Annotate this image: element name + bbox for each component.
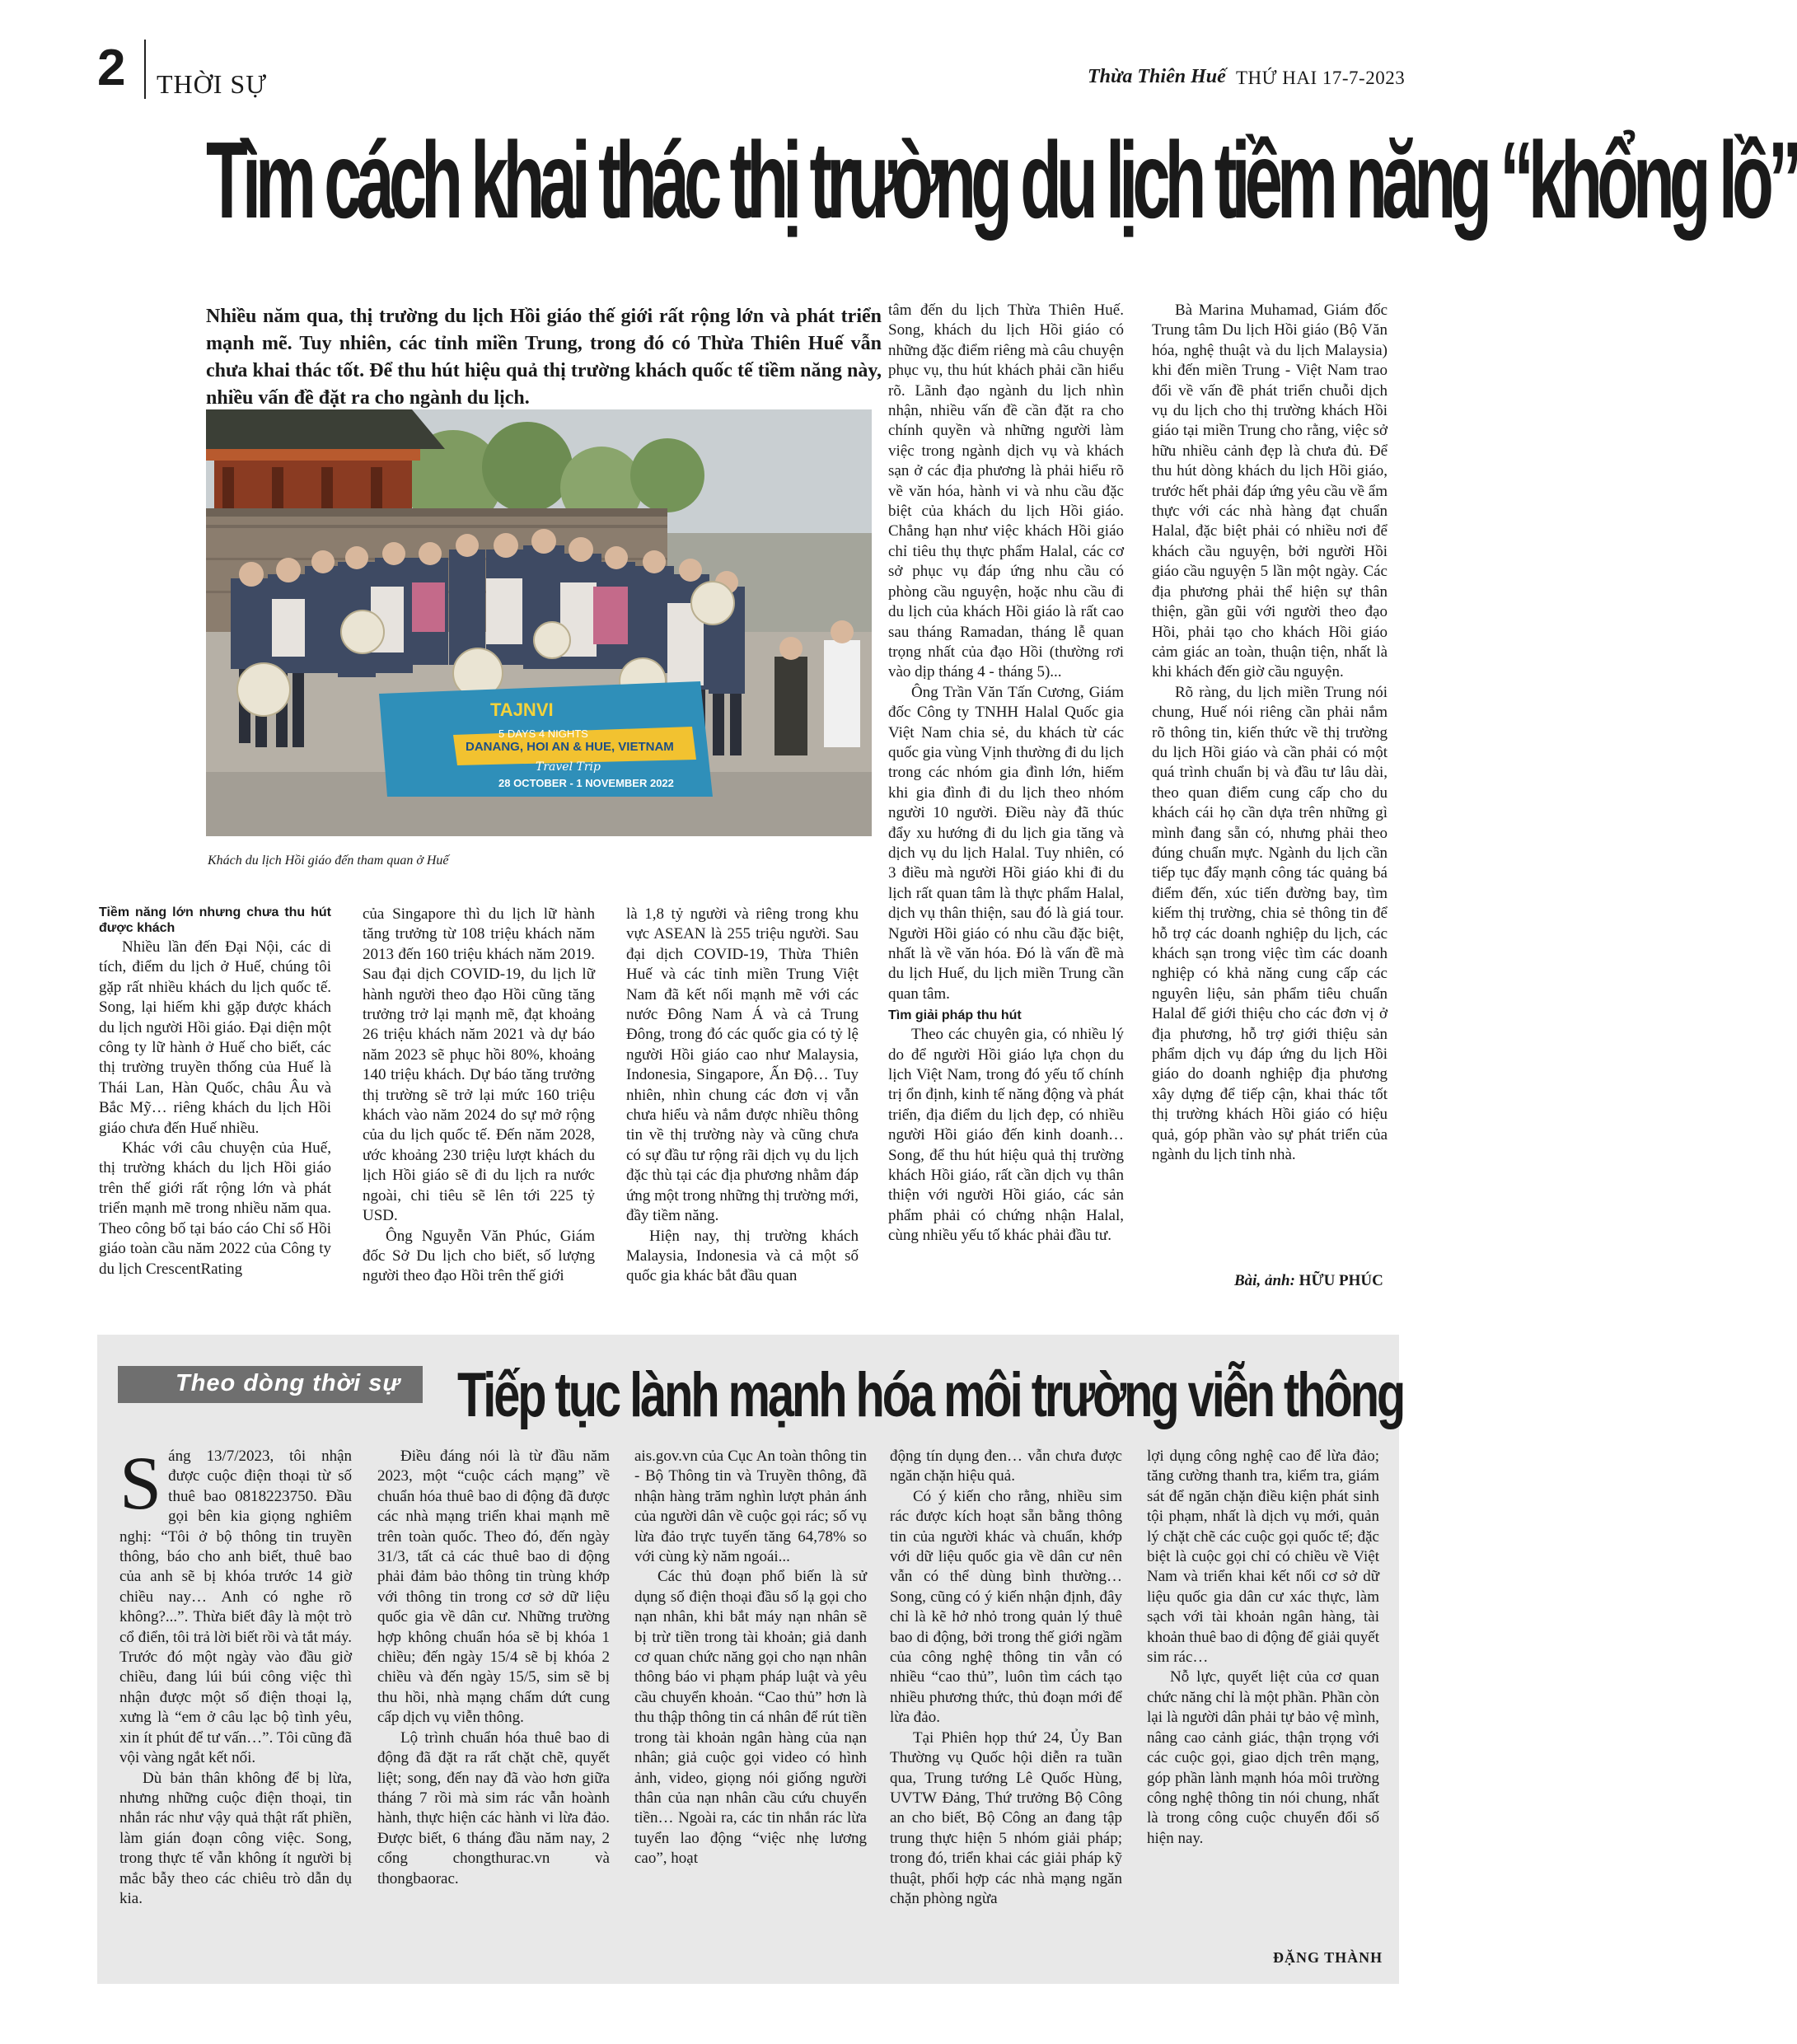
paragraph: lợi dụng công nghệ cao để lừa đảo; tăng cường thanh tra, kiểm tra, giám sát để ngăn chặn điều kiện phát sinh tội phạm, nhất là dịch vụ mới, quản lý chặt chẽ các cuộc gọi quốc tế; đặc biệt là cuộc gọi chỉ có chiều về Việt Nam và triển khai kết nối cơ sở dữ liệu quốc gia dân cư xác thực, làm sạch với tài khoản ngân hàng, tài khoản thuê bao di động để giải quyết sim rác… <box>1147 1448 1379 1667</box>
article-lead: Nhiều năm qua, thị trường du lịch Hồi giáo thế giới rất rộng lớn và phát triển mạnh mẽ. Tuy nhiên, các tỉnh miền Trung, trong đó có Thừa Thiên Huế vẫn chưa khai thác tốt. Để thu hút hiệu quả thị trường khách quốc tế tiềm năng này, nhiều vấn đề đặt ra cho ngành du lịch. <box>206 306 882 409</box>
paragraph: là 1,8 tỷ người và riêng trong khu vực ASEAN là 255 triệu người. Sau đại dịch COVID-19, Thừa Thiên Huế và các tỉnh miền Trung Việt Nam đã kết nối mạnh mẽ với các nước Đông Nam Á và cả Trung Đông, trong đó các quốc gia có tỷ lệ người Hồi giáo cao như Malaysia, Indonesia, Singapore, Ấn Độ… Tuy nhiên, nhìn chung các đơn vị vẫn chưa hiểu và nắm được nhiều thông tin về thị trường này và cũng chưa có sự đầu tư rộng rãi dịch vụ du lịch đặc thù tại các địa phương nhằm đáp ứng một trong những thị trường mới, đầy tiềm năng. <box>626 905 859 1225</box>
photo-caption: Khách du lịch Hồi giáo đến tham quan ở Huế <box>208 854 449 868</box>
article2-byline: ĐẶNG THÀNH <box>1273 1949 1383 1966</box>
byline-name: HỮU PHÚC <box>1299 1272 1383 1289</box>
paragraph: của Singapore thì du lịch lữ hành tăng trưởng từ 108 triệu khách năm 2013 đến 160 triệu khách năm 2019. Sau đại dịch COVID-19, du lịch lữ hành người theo đạo Hồi cũng tăng trưởng trở lại mạnh mẽ, đạt khoảng 26 triệu khách năm 2021 và dự báo năm 2023 sẽ phục hồi 80%, khoảng 140 triệu khách. Dự báo tăng trưởng thị trường sẽ trở lại mức 160 triệu khách vào năm 2024 do sự mở rộng của du lịch quốc tế. Đến năm 2028, ước khoảng 230 triệu lượt khách du lịch Hồi giáo sẽ đi du lịch ra nước ngoài, chi tiêu sẽ lên tới 225 tỷ USD. <box>363 905 595 1225</box>
article2-column-2 <box>377 1447 610 1889</box>
article-headline: Tìm cách khai thác thị trường du lịch tiềm năng “khổng lồ” <box>206 119 1797 241</box>
tourist-group-photo <box>206 409 872 836</box>
paragraph: Nỗ lực, quyết liệt của cơ quan chức năng chỉ là một phần. Phần còn lại là người dân phải tự bảo vệ mình, nâng cao cảnh giác, thận trọng với các cuộc gọi, giao dịch trên mạng, góp phần lành mạnh hóa môi trường công nghệ thông tin nói chung, nhất là trong công cuộc chuyển đổi số hiện nay. <box>1147 1668 1379 1847</box>
paragraph-text: áng 13/7/2023, tôi nhận được cuộc điện thoại từ số thuê bao 0818223750. Đầu gọi bên kia giọng nghiêm nghị: “Tôi ở bộ thông tin truyền thông, báo cho anh biết, thuê bao của anh sẽ bị khóa trước 14 giờ chiều nay… Anh có nghe rõ không?...”. Thừa biết đây là một trò cổ điển, tôi trả lời biết rồi và tắt máy. Trước đó một ngày vào đầu giờ chiều, đang lúi búi công việc thì nhận được một số điện thoại lạ, xưng là “em ở câu lạc bộ tình yêu, xin ít phút để tư vấn…”. Tôi cũng đã vội vàng ngắt kết nối. <box>119 1448 352 1767</box>
paragraph: tâm đến du lịch Thừa Thiên Huế. Song, khách du lịch Hồi giáo có những đặc điểm riêng mà câu chuyện phục vụ, thu hút khách phải cần hiểu rõ. Lãnh đạo ngành du lịch nhìn nhận, nhiều vấn đề cần đặt ra cho chính quyền và những người làm việc trong ngành dịch vụ và khách sạn ở các địa phương là phải hiểu rõ về văn hóa, hành vi và nhu cầu đặc biệt của khách du lịch Hồi giáo. Chẳng hạn như việc khách Hồi giáo chỉ tiêu thụ thực phẩm Halal, các cơ sở phục vụ đáp ứng nhu cầu có phòng cầu nguyện, hoặc nhu cầu đi du lịch của khách Hồi giáo là rất cao sau tháng Ramadan, tháng lễ quan trọng nhất của đạo Hồi (thường rơi vào dịp tháng 4 - tháng 5)... <box>888 302 1124 681</box>
paragraph: Ông Trần Văn Tấn Cương, Giám đốc Công ty TNHH Halal Quốc gia Việt Nam chia sẻ, du khách từ các quốc gia vùng Vịnh thường đi du lịch trong các nhóm gia đình lớn, hiếm khi gia đình đi du lịch theo nhóm người 10 người. Điều này đã thúc đẩy xu hướng đi du lịch gia tăng và dịch vụ du lịch Halal. Tuy nhiên, có 3 điều mà người Hồi giáo khi đi du lịch rất quan tâm là thực phẩm Halal, dịch vụ thân thiện, sau đó là giá tour. Người Hồi giáo có nhu cầu đặc biệt, nhất là về văn hóa. Đó là vấn đề mà du lịch Huế, du lịch miền Trung cần quan tâm. <box>888 683 1124 1003</box>
paragraph: Ông Nguyễn Văn Phúc, Giám đốc Sở Du lịch cho biết, số lượng người theo đạo Hồi trên thế giới <box>363 1227 595 1285</box>
banner-dates-text: 28 OCTOBER - 1 NOVEMBER 2022 <box>498 777 674 789</box>
article1-subhead-1: Tiềm năng lớn nhưng chưa thu hút được khách <box>99 905 331 935</box>
paragraph: Hiện nay, thị trường khách Malaysia, Indonesia và cả một số quốc gia khác bắt đầu quan <box>626 1227 859 1285</box>
article1-column-2 <box>363 905 595 1287</box>
paragraph: Theo các chuyên gia, có nhiều lý do để người Hồi giáo lựa chọn du lịch Việt Nam, trong đó yếu tố chính trị ổn định, kinh tế năng động và phát triển, địa điểm du lịch đẹp, có nhiều người Hồi giáo đến kinh doanh… Song, để thu hút hiệu quả thị trường khách Hồi giáo, rất cần dịch vụ thân thiện với người Hồi giáo, các sản phẩm phải có chứng nhận Halal, cùng nhiều yếu tố khác phải đầu tư. <box>888 1026 1124 1245</box>
paragraph: Dù bản thân không để bị lừa, nhưng những cuộc điện thoại, tin nhắn rác như vậy quả thật rất phiền, làm gián đoạn công việc. Song, trong thực tế vẫn không ít người bị mắc bẫy theo các chiêu trò dẫn dụ kia. <box>119 1769 352 1907</box>
article2-column-4 <box>890 1447 1122 1909</box>
paragraph: Khác với câu chuyện của Huế, thị trường khách du lịch Hồi giáo trên thế giới rất rộng lớn và phát triển mạnh mẽ trong nhiều năm qua. Theo công bố tại báo cáo Chỉ số Hồi giáo toàn cầu năm 2022 của Công ty du lịch CrescentRating <box>99 1139 331 1278</box>
article2-column-3 <box>634 1447 867 1869</box>
paragraph: Các thủ đoạn phổ biến là sử dụng số điện thoại đầu số lạ gọi cho nạn nhân, khi bắt máy nạn nhân sẽ bị trừ tiền trong tài khoản; giả danh cơ quan chức năng gọi cho nạn nhân thông báo vi phạm pháp luật và yêu cầu chuyển khoản. “Cao thủ” hơn là thu thập thông tin cá nhân để rút tiền trong tài khoản ngân hàng của nạn nhân; giả cuộc gọi video có hình ảnh, video, giọng nói giống người thân của nạn nhân cầu cứu chuyển tiền… Ngoài ra, các tin nhắn rác lừa tuyển lao động “việc nhẹ lương cao”, hoạt <box>634 1568 867 1868</box>
newspaper-name: Thừa Thiên Huế <box>1088 66 1226 87</box>
article2-headline: Tiếp tục lành mạnh hóa môi trường viễn thông <box>457 1360 1404 1430</box>
paragraph: động tín dụng đen… vẫn chưa được ngăn chặn hiệu quả. <box>890 1448 1122 1485</box>
paragraph: Nhiều lần đến Đại Nội, các di tích, điểm du lịch ở Huế, chúng tôi gặp rất nhiều khách du lịch quốc tế. Song, lại hiếm khi gặp được khách du lịch người Hồi giáo. Đại diện một công ty lữ hành ở Huế cho biết, các thị trường truyền thống của Huế là Thái Lan, Hàn Quốc, châu Âu và Bắc Mỹ… riêng khách du lịch Hồi giáo chưa đến Huế nhiều. <box>99 938 331 1137</box>
article1-column-3 <box>626 905 859 1287</box>
article1-byline <box>1234 1272 1383 1290</box>
paragraph: Bà Marina Muhamad, Giám đốc Trung tâm Du lịch Hồi giáo (Bộ Văn hóa, nghệ thuật và du lịch Malaysia) khi đến miền Trung - Việt Nam trao đổi về vấn đề phát triển chuỗi dịch vụ du lịch cho thị trường khách Hồi giáo tại miền Trung cho rằng, việc sở hữu nhiều cảnh đẹp là chưa đủ. Để thu hút dòng khách du lịch Hồi giáo, trước hết phải đáp ứng yêu cầu về ẩm thực với các nhà hàng đạt chuẩn Halal, đặc biệt phải có nhiều nơi để khách cầu nguyện, bởi người Hồi giáo cầu nguyện 5 lần một ngày. Các địa phương phải thể hiện sự thân thiện, gần gũi với người theo đạo Hồi, phải tạo cho khách Hồi giáo cảm giác an toàn, thuận tiện, nhất là khi khách đến giờ cầu nguyện. <box>1152 302 1388 681</box>
paragraph: Lộ trình chuẩn hóa thuê bao di động đã đặt ra rất chặt chẽ, quyết liệt; song, đến nay đã vào hơn giữa tháng 7 rồi mà sim rác vẫn hoành hành, thực hiện các hành vi lừa đảo. Được biết, 6 tháng đầu năm nay, 2 cổng chongthurac.vn và thongbaorac. <box>377 1728 610 1887</box>
section-label: THỜI SỰ <box>157 69 268 99</box>
byline-prefix: Bài, ảnh: <box>1234 1272 1295 1289</box>
paragraph: Có ý kiến cho rằng, nhiều sim rác được kích hoạt sẵn bằng thông tin của người khác và chuẩn, khớp với dữ liệu quốc gia về dân cư nên vẫn có thể dùng bình thường… Song, cũng có ý kiến nhận định, đây chỉ là kẽ hở nhỏ trong quản lý thuê bao di động, bởi trong thế giới ngầm của công nghệ thông tin vẫn có nhiều “cao thủ”, luôn tìm cách tạo nhiều phương thức, thủ đoạn mới để lừa đảo. <box>890 1487 1122 1727</box>
issue-date: THỨ HAI 17-7-2023 <box>1236 68 1406 88</box>
article1-column-4 <box>888 301 1124 1247</box>
banner-route-text: DANANG, HOI AN & HUE, VIETNAM <box>466 740 674 754</box>
article1-subhead-2: Tìm giải pháp thu hút <box>888 1008 1022 1023</box>
page-number: 2 <box>97 40 126 96</box>
paragraph: Rõ ràng, du lịch miền Trung nói chung, Huế nói riêng cần phải nắm rõ thông tin, kiến thức về thị trường du lịch Hồi giáo và cần phải có một quá trình chuẩn bị và đầu tư lâu dài, theo quan điểm cung cấp cho du khách cái họ cần dựa trên những gì mình đang sẵn có, nhưng phải theo đúng chuẩn mực. Ngành du lịch cần tiếp tục đẩy mạnh công tác quảng bá điểm đến, xúc tiến đường bay, tìm kiếm thị trường, chia sẻ thông tin để hỗ trợ các doanh nghiệp du lịch, các khách sạn trong việc tìm các doanh nghiệp có khả năng cung cấp các nguyên liệu, sản phẩm tiêu chuẩn Halal để giới thiệu cho các đơn vị ở địa phương, hỗ trợ giới thiệu sản phẩm dịch vụ đáp ứng du lịch Hồi giáo do doanh nghiệp địa phương xây dựng để tiếp cận, khai thác tốt thị trường khách Hồi giáo có hiệu quả, góp phần vào sự phát triển của ngành du lịch tỉnh nhà. <box>1152 683 1388 1164</box>
article1-column-1 <box>99 905 331 1279</box>
column-tag: Theo dòng thời sự <box>175 1370 401 1396</box>
paragraph: Điều đáng nói là từ đầu năm 2023, một “cuộc cách mạng” về chuẩn hóa thuê bao di động đã được các nhà mạng triển khai mạnh mẽ trên toàn quốc. Theo đó, đến ngày 31/3, tất cả các thuê bao di động phải đảm bảo thông tin trùng khớp với thông tin trong cơ sở dữ liệu quốc gia về dân cư. Những trường hợp không chuẩn hóa sẽ bị khóa 1 chiều; đến ngày 15/4 sẽ bị khóa 2 chiều và đến ngày 15/5, sim sẽ bị thu hồi, nhà mạng chấm dứt cung cấp dịch vụ viễn thông. <box>377 1448 610 1727</box>
article2-column-5 <box>1147 1447 1379 1849</box>
drop-cap: S <box>119 1441 162 1525</box>
banner-script-text: Travel Trip <box>536 760 601 774</box>
paragraph: Tại Phiên họp thứ 24, Ủy Ban Thường vụ Quốc hội diễn ra tuần qua, Trung tướng Lê Quốc Hùng, UVTW Đảng, Thứ trưởng Bộ Công an cho biết, Bộ Công an đang tập trung thực hiện 5 nhóm giải pháp; trong đó, triển khai các giải pháp kỹ thuật, phối hợp các nhà mạng ngăn chặn phòng ngừa <box>890 1728 1122 1907</box>
article1-column-5 <box>1152 301 1388 1165</box>
article-photo <box>206 409 872 836</box>
article2-column-1 <box>119 1441 352 1909</box>
paragraph <box>119 1441 352 1769</box>
header-divider <box>144 40 146 99</box>
banner-days-text: 5 DAYS 4 NIGHTS <box>498 727 588 740</box>
paragraph: ais.gov.vn của Cục An toàn thông tin - Bộ Thông tin và Truyền thông, đã nhận hàng trăm nghìn lượt phản ánh của người dân về cuộc gọi rác; số vụ lừa đảo trực tuyến tăng 64,78% so với cùng kỳ năm ngoái... <box>634 1448 867 1566</box>
banner-brand-text: TAJNVI <box>490 699 554 720</box>
